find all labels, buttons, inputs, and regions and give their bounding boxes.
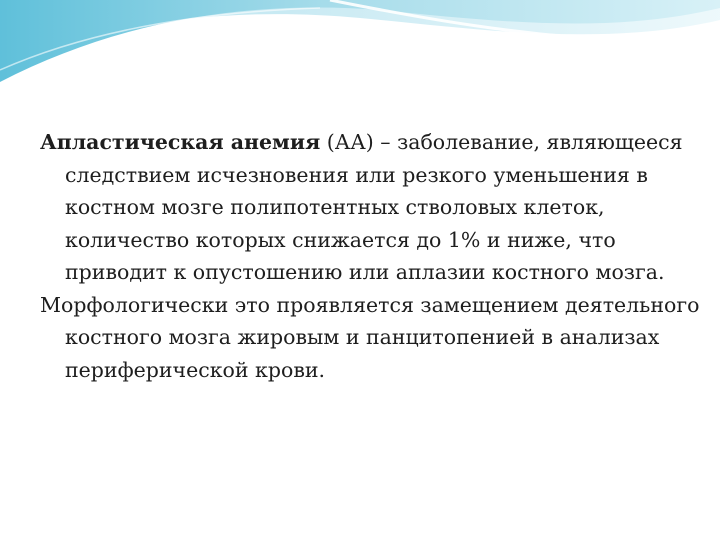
slide-body [40,126,712,386]
morphology-text: Морфологически это проявляется замещением деятельного костного мозга жировым и панцитопенией в анализах периферической крови. [40,292,700,382]
decorative-wave-header [0,0,720,90]
definition-text: (АА) – заболевание, являющееся следствием исчезновения или резкого уменьшения в костном мозге полипотентных стволовых клеток, количество которых снижается до 1% и ниже, что приводит к опустошению или аплазии костного мозга. [65,130,683,284]
term-aplastic-anemia: Апластическая анемия [40,130,321,154]
paragraph-definition [40,126,712,289]
paragraph-morphology [40,289,712,387]
